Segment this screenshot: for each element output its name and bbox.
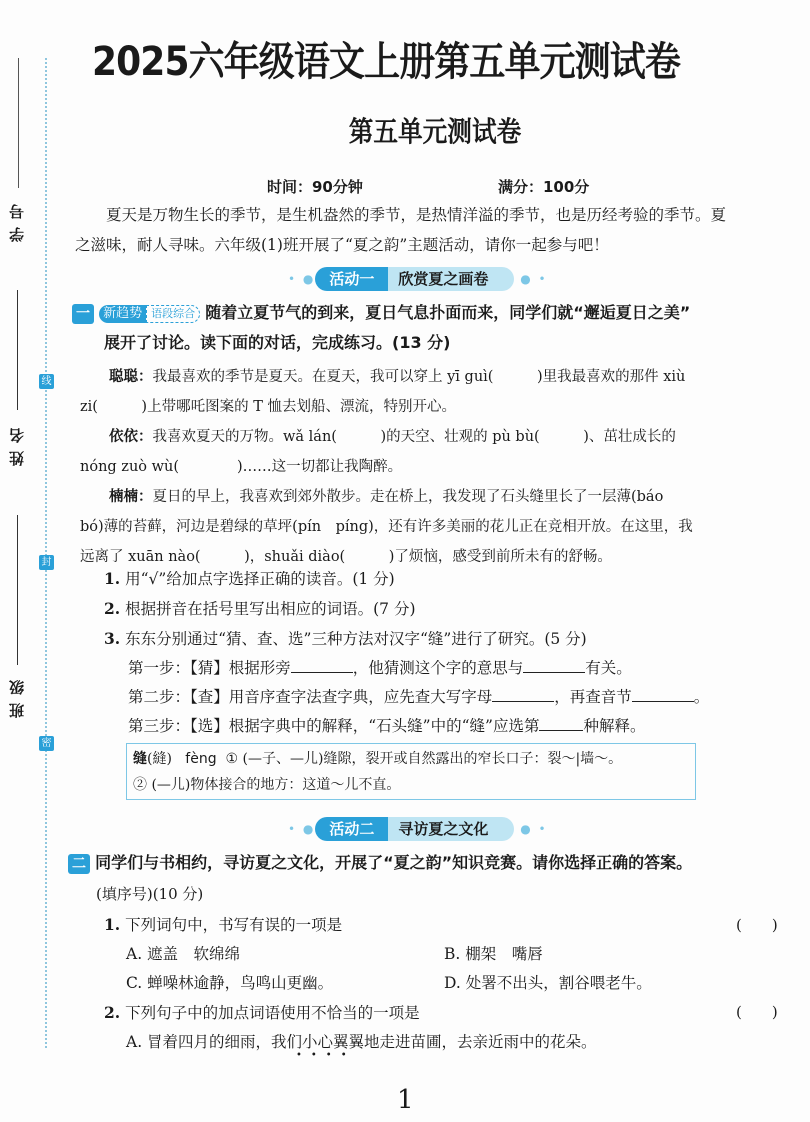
section-1-header [72, 300, 802, 324]
question-text: 下列句子中的加点词语使用不恰当的一项是 [125, 1004, 420, 1022]
activity-title: 寻访夏之文化 [388, 817, 514, 841]
section-2-header [68, 850, 803, 874]
question-text: 下列词句中，书写有误的一项是 [125, 916, 343, 934]
dialogue-text: 我喜欢夏天的万物。wǎ lán( )的天空、壮观的 pù bù( )、茁壮成长的 [152, 429, 676, 445]
question-text: 根据拼音在括号里写出相应的词语。(7 分) [125, 600, 416, 618]
answer-blank[interactable] [492, 701, 554, 702]
page-number: 1 [397, 1085, 414, 1115]
dots-icon: • ● [288, 822, 316, 836]
section-number: 一 [72, 304, 94, 324]
question-1 [104, 564, 794, 594]
sub-title: 第五单元测试卷 [348, 115, 522, 148]
class-write-line[interactable] [17, 515, 18, 665]
section-prompt-cont: 展开了讨论。读下面的对话，完成练习。(13 分) [104, 333, 451, 352]
seal-seal-icon: 封 [39, 555, 54, 570]
section-1-questions [104, 564, 794, 741]
question-1 [104, 910, 704, 940]
option-b: B. 棚架 嘴唇 [444, 945, 543, 963]
dialogue-text: bó)薄的苔藓，河边是碧绿的草坪(pín píng)，还有许多美丽的花儿正在竞相开放。在这里，我 [80, 519, 693, 535]
question-2 [104, 594, 794, 624]
activity-tag: 活动一 [315, 267, 388, 291]
step-3: 第三步：【选】根据字典中的解释，“石头缝”中的“缝”应选第 种解释。 [128, 717, 646, 735]
question-number: 1. [104, 915, 121, 934]
answer-box[interactable]: ( ) [736, 1003, 778, 1021]
intro-paragraph [75, 200, 795, 260]
dict-pinyin: fèng [185, 751, 217, 767]
speaker: 依依： [109, 428, 153, 445]
options-row [104, 969, 704, 998]
dialogue-text: nóng zuò wù( )……这一切都让我陶醉。 [80, 459, 403, 475]
intro-line-1: 夏天是万物生长的季节，是生机盎然的季节，是热情洋溢的季节，也是历经考验的季节。夏 [106, 206, 727, 224]
emphasis-dots: •••• [296, 1050, 356, 1061]
full-score: 满分：100分 [498, 178, 590, 196]
dots-icon: • ● [288, 272, 316, 286]
section-prompt: 随着立夏节气的到来，夏日气息扑面而来，同学们就“邂逅夏日之美” [205, 303, 691, 322]
intro-line-2: 之滋味，耐人寻味。六年级(1)班开展了“夏之韵”主题活动，请你一起参与吧！ [75, 236, 609, 254]
seal-line-icon: 线 [39, 374, 54, 389]
dict-def-2: ② (—儿)物体接合的地方：这道～儿不直。 [133, 777, 401, 793]
options-row [104, 940, 704, 969]
answer-box[interactable]: ( ) [736, 916, 778, 934]
question-3 [104, 624, 794, 654]
dialogue-text: 远离了 xuān nào( )，shuǎi diào( )了烦恼，感受到前所未有的舒畅。 [80, 549, 612, 565]
question-number: 2. [104, 1003, 121, 1022]
question-number: 3. [104, 629, 121, 648]
new-trend-tag: 新趋势 [99, 305, 146, 323]
speaker: 聪聪： [109, 368, 153, 385]
question-text: 东东分别通过“猜、查、选”三种方法对汉字“缝”进行了研究。(5 分) [125, 630, 587, 648]
dialogue-text: zi( )上带哪吒图案的 T 恤去划船、漂流，特别开心。 [80, 399, 456, 415]
answer-blank[interactable] [539, 730, 583, 731]
question-type-tag: 语段综合 [146, 305, 200, 323]
dict-trad: (縫) [147, 751, 172, 767]
question-2 [104, 998, 704, 1028]
section-number: 二 [68, 854, 90, 874]
answer-blank[interactable] [291, 672, 353, 673]
dict-def-1: ① (—子、—儿)缝隙，裂开或自然露出的窄长口子：裂～|墙～。 [225, 751, 623, 767]
time-limit: 时间：90分钟 [267, 178, 363, 196]
activity-tag: 活动二 [315, 817, 388, 841]
option-a: A. 遮盖 软绵绵 [126, 945, 241, 963]
activity-title: 欣赏夏之画卷 [388, 267, 514, 291]
name-label: 姓名 [8, 420, 26, 466]
seal-dotted-line [45, 58, 47, 1048]
option-a: A. 冒着四月的细雨，我们小心翼翼地走进苗圃，去亲近雨中的花朵。 [126, 1033, 597, 1051]
dialogue-text: 我最喜欢的季节是夏天。在夏天，我可以穿上 yī guì( )里我最喜欢的那件 xiù [152, 369, 686, 385]
section-prompt-cont: (填序号)(10 分) [96, 885, 204, 903]
section-2-questions [104, 910, 704, 1057]
question-number: 2. [104, 599, 121, 618]
answer-blank[interactable] [632, 701, 694, 702]
option-c: C. 蝉噪林逾静，鸟鸣山更幽。 [126, 974, 334, 992]
option-d: D. 处署不出头，割谷喂老牛。 [444, 974, 652, 992]
activity-2-banner [288, 816, 548, 842]
activity-1-banner [288, 266, 548, 292]
answer-blank[interactable] [523, 672, 585, 673]
student-id-label: 学号 [8, 196, 26, 242]
step-2: 第二步：【查】用音序查字法查字典，应先查大写字母 ，再查音节 。 [128, 688, 710, 706]
main-title: 2025六年级语文上册第五单元测试卷 [92, 39, 680, 85]
class-label: 班级 [8, 672, 26, 718]
question-number: 1. [104, 569, 121, 588]
section-prompt: 同学们与书相约，寻访夏之文化，开展了“夏之韵”知识竞赛。请你选择正确的答案。 [95, 853, 693, 872]
question-text: 用“√”给加点字选择正确的读音。(1 分) [125, 570, 395, 588]
seal-secret-icon: 密 [39, 736, 54, 751]
speaker: 楠楠： [109, 488, 153, 505]
dictionary-entry-box [126, 743, 696, 800]
dots-icon: ● • [514, 822, 548, 836]
margin-rule [18, 58, 19, 188]
name-write-line[interactable] [17, 290, 18, 410]
step-1: 第一步：【猜】根据形旁 ，他猜测这个字的意思与 有关。 [128, 659, 632, 677]
dots-icon: ● • [514, 272, 548, 286]
dialogue-text: 夏日的早上，我喜欢到郊外散步。走在桥上，我发现了石头缝里长了一层薄(báo [152, 489, 664, 505]
dict-char: 缝 [133, 751, 147, 767]
dialogue [80, 362, 800, 572]
